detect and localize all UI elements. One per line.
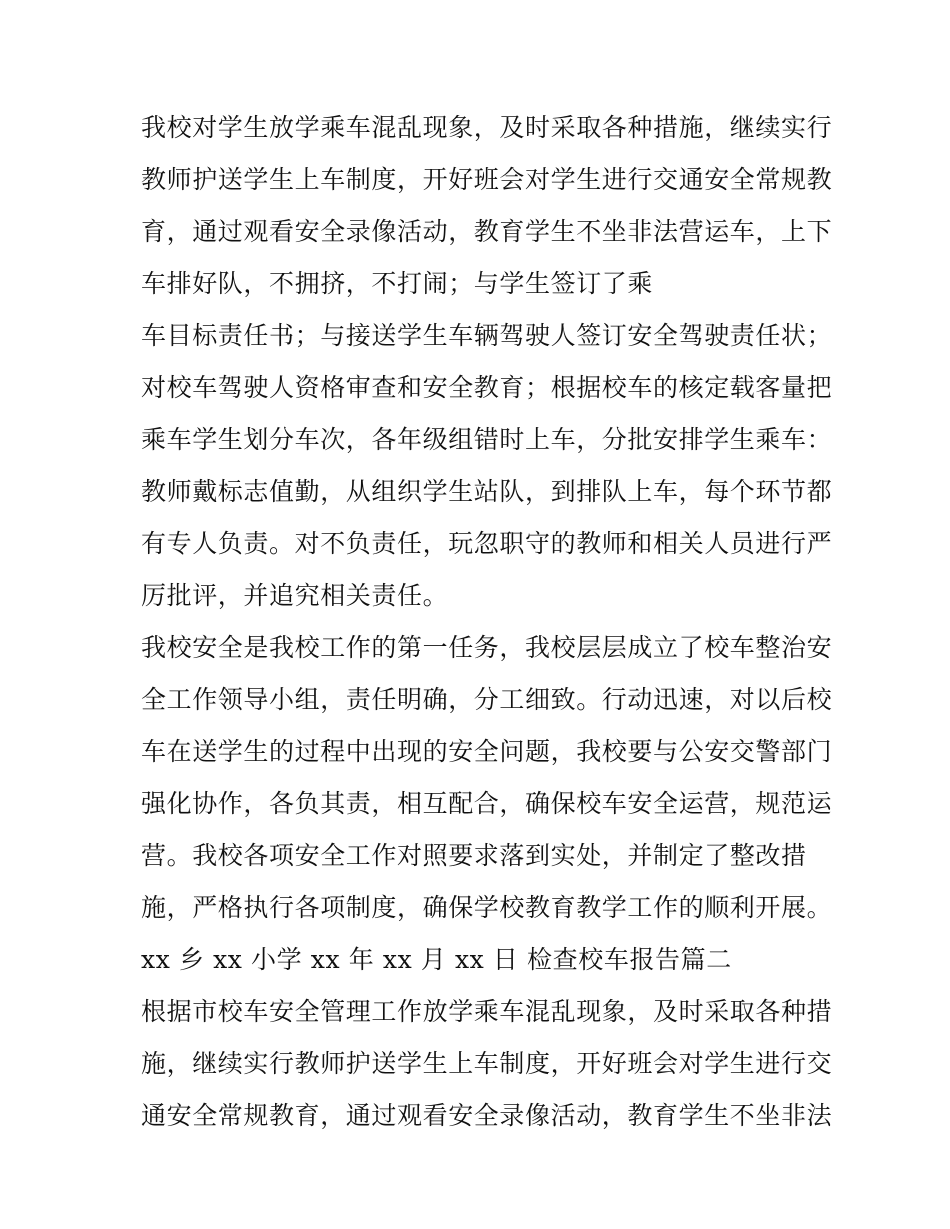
- text-line: 强化协作，各负其责，相互配合，确保校车安全运营，规范运: [141, 789, 833, 818]
- text-line: 全工作领导小组，责任明确，分工细致。行动迅速，对以后校: [141, 685, 833, 714]
- text-line: 教师戴标志值勤，从组织学生站队，到排队上车，每个环节都: [141, 477, 833, 506]
- text-line: 车排好队，不拥挤，不打闹；与学生签订了乘: [141, 269, 654, 298]
- section-heading: xx 乡 xx 小学 xx 年 xx 月 xx 日 检查校车报告篇二: [141, 945, 732, 974]
- text-line: 营。我校各项安全工作对照要求落到实处，并制定了整改措: [141, 841, 807, 870]
- text-line: 车在送学生的过程中出现的安全问题，我校要与公安交警部门: [141, 737, 833, 766]
- text-line: 教师护送学生上车制度，开好班会对学生进行交通安全常规教: [141, 165, 833, 194]
- text-line: 有专人负责。对不负责任，玩忽职守的教师和相关人员进行严: [141, 529, 833, 558]
- text-line: 施，严格执行各项制度，确保学校教育教学工作的顺利开展。: [141, 893, 833, 922]
- text-line: 乘车学生划分车次，各年级组错时上车，分批安排学生乘车：: [141, 425, 833, 454]
- text-line: 我校对学生放学乘车混乱现象，及时采取各种措施，继续实行: [141, 113, 833, 142]
- text-line: 厉批评，并追究相关责任。: [141, 581, 449, 610]
- text-line: 对校车驾驶人资格审查和安全教育；根据校车的核定载客量把: [141, 373, 833, 402]
- text-line: 育，通过观看安全录像活动，教育学生不坐非法营运车，上下: [141, 217, 833, 246]
- text-line: 施，继续实行教师护送学生上车制度，开好班会对学生进行交: [141, 1049, 833, 1078]
- text-line: 车目标责任书；与接送学生车辆驾驶人签订安全驾驶责任状；: [141, 321, 833, 350]
- text-line: 根据市校车安全管理工作放学乘车混乱现象，及时采取各种措: [141, 997, 833, 1026]
- text-line: 通安全常规教育，通过观看安全录像活动，教育学生不坐非法: [141, 1101, 833, 1130]
- text-line: 我校安全是我校工作的第一任务，我校层层成立了校车整治安: [141, 633, 833, 662]
